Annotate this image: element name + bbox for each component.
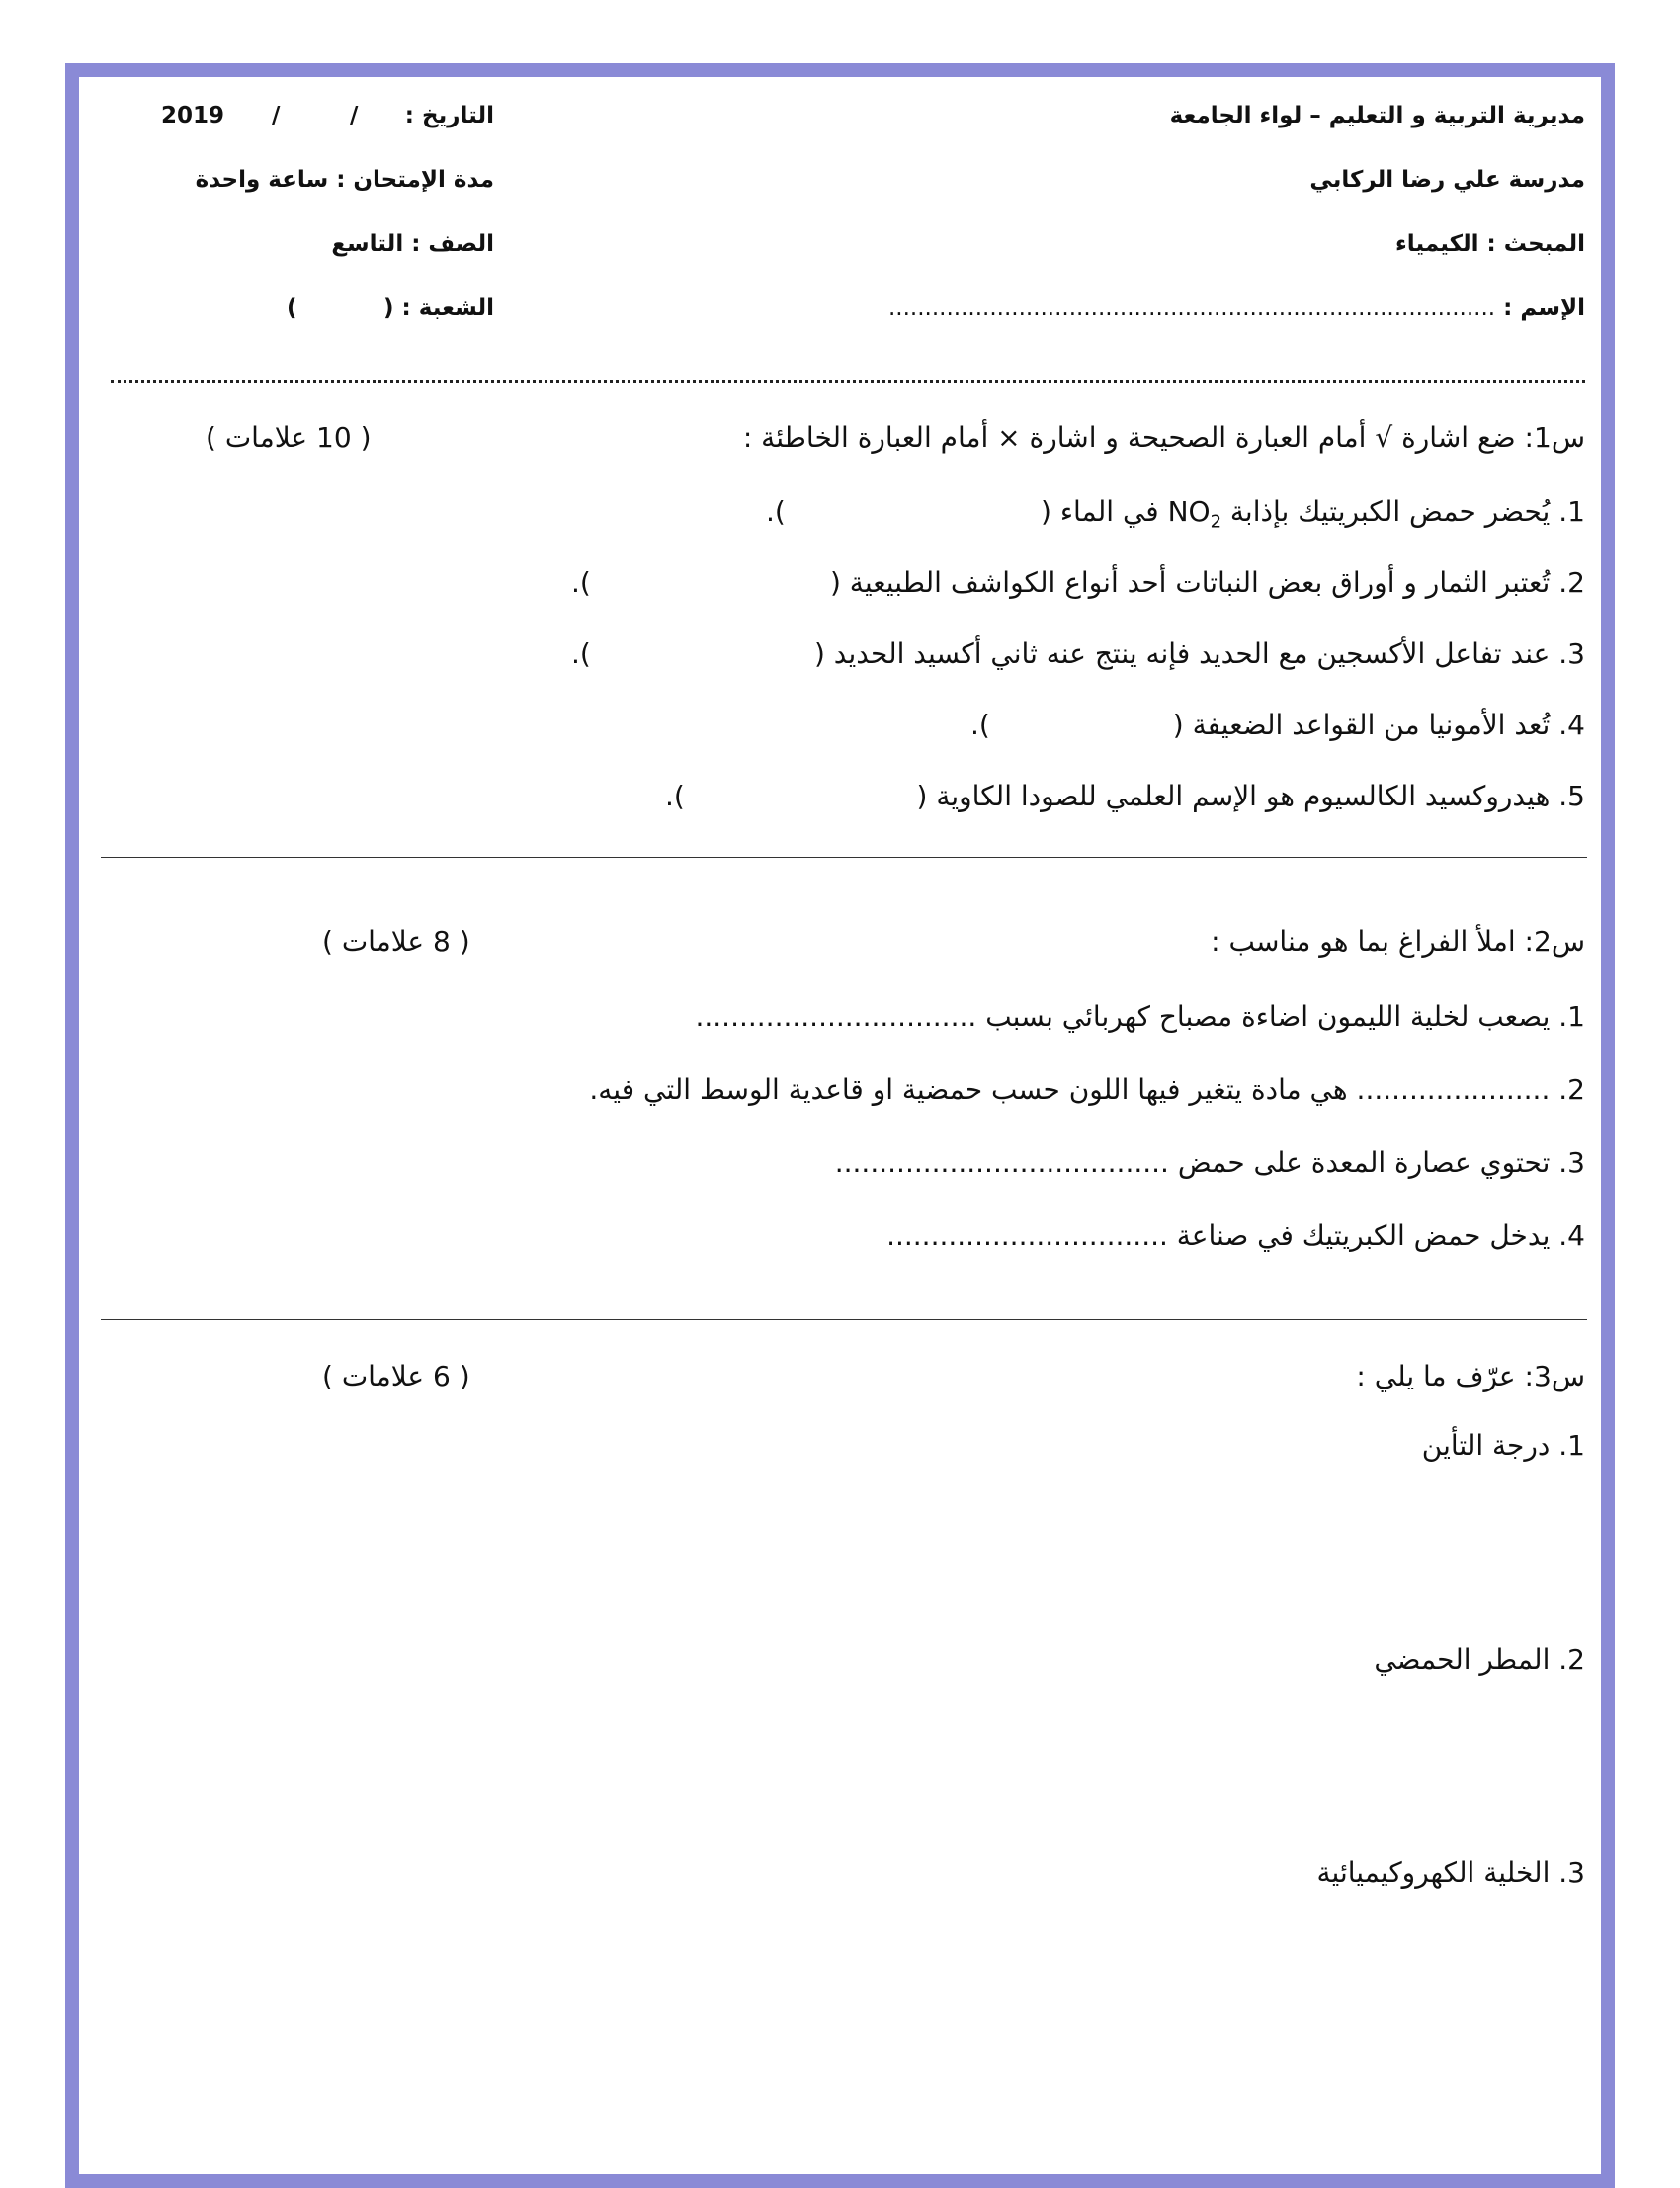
- item-number: 2.: [1558, 1643, 1585, 1676]
- grade-label: الصف : التاسع: [331, 231, 494, 257]
- section-paren-close: ): [287, 295, 297, 321]
- header-separator: [111, 380, 1585, 383]
- section-paren-open: (: [383, 295, 394, 321]
- item-number: 1.: [1558, 1000, 1585, 1033]
- item-number: 1.: [1558, 495, 1585, 528]
- q1-item-2: [830, 566, 1585, 599]
- item-text: درجة التأين: [1421, 1429, 1551, 1462]
- item-text: الخلية الكهروكيميائية: [1316, 1856, 1551, 1889]
- blank-field[interactable]: ......................................: [834, 1146, 1169, 1179]
- q1-item-3: [814, 637, 1585, 670]
- blank-field[interactable]: ................................: [886, 1220, 1168, 1252]
- name-dots: ....................................................................................: [887, 295, 1496, 321]
- item-number: 3.: [1558, 637, 1585, 670]
- date-year: 2019: [161, 103, 225, 128]
- q1-item-1: [1041, 495, 1585, 533]
- item-text: تحتوي عصارة المعدة على حمض: [1177, 1146, 1551, 1179]
- item-number: 3.: [1558, 1856, 1585, 1889]
- item-text: يدخل حمض الكبريتيك في صناعة: [1176, 1220, 1551, 1252]
- item-text: هيدروكسيد الكالسيوم هو الإسم العلمي للصودا الكاوية (: [916, 780, 1551, 812]
- q1-marks: ( 10 علامات ): [206, 421, 372, 454]
- exam-duration: مدة الإمتحان : ساعة واحدة: [195, 167, 494, 193]
- section-divider: [101, 1319, 1587, 1320]
- q2-marks: ( 8 علامات ): [322, 925, 470, 958]
- item-text: تُعتبر الثمار و أوراق بعض النباتات أحد أنواع الكواشف الطبيعية (: [829, 566, 1551, 599]
- subscript: 2: [1210, 511, 1222, 533]
- item-number: 4.: [1558, 1220, 1585, 1252]
- q3-item-2[interactable]: [1374, 1643, 1585, 1676]
- q3-item-3[interactable]: [1316, 1856, 1585, 1889]
- q2-item-1[interactable]: [695, 1000, 1585, 1033]
- q1-item-5: [917, 780, 1585, 812]
- q2-item-3[interactable]: [835, 1146, 1585, 1179]
- q1-answer-box-1[interactable]: ).: [766, 495, 786, 528]
- item-number: 1.: [1558, 1429, 1585, 1462]
- item-number: 2.: [1558, 1073, 1585, 1106]
- date-separator-2: /: [272, 103, 281, 128]
- item-text: يُحضر حمض الكبريتيك بإذابة NO: [1167, 495, 1551, 528]
- q1-answer-box-5[interactable]: ).: [665, 780, 685, 812]
- q3-item-1[interactable]: [1422, 1429, 1585, 1462]
- item-text: عند تفاعل الأكسجين مع الحديد فإنه ينتج عنه ثاني أكسيد الحديد (: [813, 637, 1551, 670]
- subject-label: المبحث : الكيمياء: [1395, 231, 1585, 257]
- q1-item-4: [1173, 709, 1585, 741]
- q1-answer-box-2[interactable]: ).: [571, 566, 591, 599]
- date-separator-1: /: [350, 103, 359, 128]
- q1-answer-box-4[interactable]: ).: [970, 709, 990, 741]
- q1-answer-box-3[interactable]: ).: [571, 637, 591, 670]
- school-name: مدرسة علي رضا الركابي: [1309, 167, 1585, 193]
- directorate-name: مديرية التربية و التعليم – لواء الجامعة: [1169, 103, 1585, 128]
- item-text: تُعد الأمونيا من القواعد الضعيفة (: [1172, 709, 1551, 741]
- item-text: هي مادة يتغير فيها اللون حسب حمضية او قاعدية الوسط التي فيه.: [589, 1073, 1348, 1106]
- section-label: الشعبة :: [401, 295, 494, 321]
- date-label: التاريخ :: [404, 103, 494, 128]
- item-number: 3.: [1558, 1146, 1585, 1179]
- item-text: يصعب لخلية الليمون اضاءة مصباح كهربائي بسبب: [985, 1000, 1551, 1033]
- q3-title: س3: عرّف ما يلي :: [1356, 1360, 1585, 1392]
- item-text: في الماء (: [1041, 495, 1168, 528]
- item-number: 2.: [1558, 566, 1585, 599]
- blank-field[interactable]: ................................: [695, 1000, 977, 1033]
- q1-title: س1: ضع اشارة √ أمام العبارة الصحيحة و اشارة × أمام العبارة الخاطئة :: [742, 421, 1585, 454]
- q2-title: س2: املأ الفراغ بما هو مناسب :: [1211, 925, 1585, 958]
- item-number: 4.: [1558, 709, 1585, 741]
- q3-marks: ( 6 علامات ): [322, 1360, 470, 1392]
- blank-field[interactable]: ......................: [1356, 1073, 1551, 1106]
- name-label: الإسم :: [1503, 295, 1585, 321]
- student-name-field[interactable]: [888, 295, 1585, 321]
- q2-item-2[interactable]: [589, 1073, 1585, 1106]
- q2-item-4[interactable]: [886, 1220, 1585, 1252]
- item-number: 5.: [1558, 780, 1585, 812]
- section-divider: [101, 857, 1587, 858]
- item-text: المطر الحمضي: [1374, 1643, 1551, 1676]
